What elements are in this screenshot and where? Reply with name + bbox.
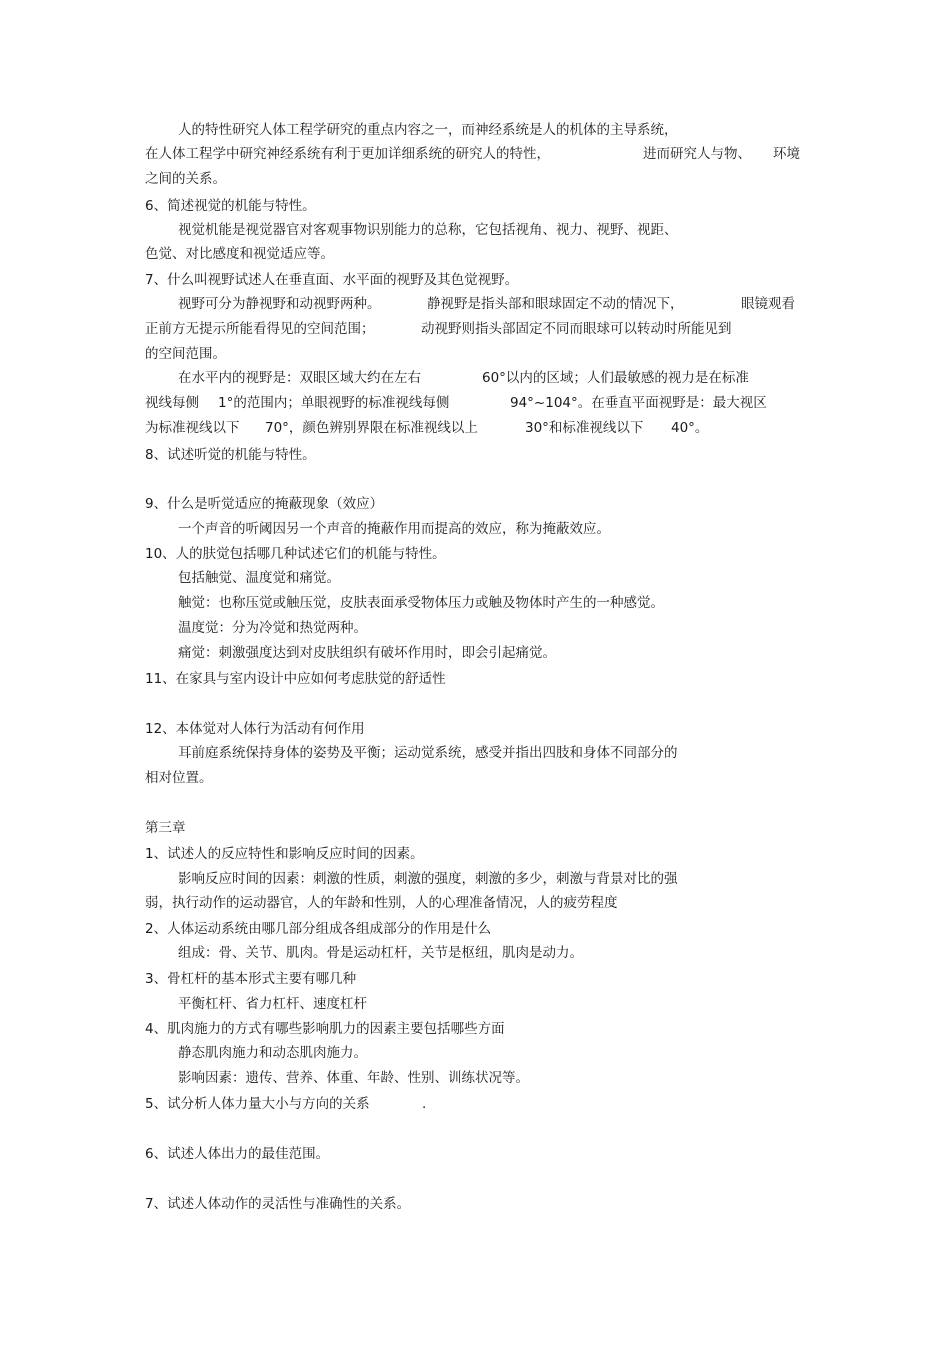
- answer-7-line-1a: 视野可分为静视野和动视野两种。: [178, 296, 381, 312]
- question-12: 12、本体觉对人体行为活动有何作用: [145, 721, 365, 737]
- ch3-question-1: 1、试述人的反应特性和影响反应时间的因素。: [145, 846, 424, 862]
- answer-10-line-2: 触觉：也称压觉或触压觉，皮肤表面承受物体压力或触及物体时产生的一种感觉。: [178, 595, 664, 611]
- answer-10-line-1: 包括触觉、温度觉和痛觉。: [178, 570, 340, 586]
- answer-10-line-3: 温度觉：分为冷觉和热觉两种。: [178, 620, 367, 636]
- ch3-answer-2: 组成：骨、关节、肌肉。骨是运动杠杆，关节是枢纽，肌肉是动力。: [178, 945, 583, 961]
- question-7: 7、什么叫视野试述人在垂直面、水平面的视野及其色觉视野。: [145, 272, 519, 288]
- answer-12-line-1: 耳前庭系统保持身体的姿势及平衡；运动觉系统，感受并指出四肢和身体不同部分的: [178, 745, 678, 761]
- paragraph-intro-line-2c: 环境: [773, 146, 800, 162]
- ch3-answer-3: 平衡杠杆、省力杠杆、速度杠杆: [178, 996, 367, 1012]
- answer-12-line-2: 相对位置。: [145, 770, 213, 786]
- answer-7-line-2a: 正前方无提示所能看得见的空间范围；: [145, 321, 375, 337]
- paragraph-intro-line-2: 在人体工程学中研究神经系统有利于更加详细系统的研究人的特性，: [145, 146, 550, 162]
- answer-7-line-4b: 60°以内的区域；人们最敏感的视力是在标准: [482, 370, 749, 386]
- ch3-question-3: 3、骨杠杆的基本形式主要有哪几种: [145, 971, 357, 987]
- ch3-question-5: 5、试分析人体力量大小与方向的关系: [145, 1096, 370, 1112]
- ch3-question-4: 4、肌肉施力的方式有哪些影响肌力的因素主要包括哪些方面: [145, 1021, 505, 1037]
- answer-7-line-6b: 70°，颜色辨别界限在标准视线以上: [265, 420, 478, 436]
- answer-7-line-5c: 94°~104°。在垂直平面视野是：最大视区: [510, 395, 767, 411]
- answer-9: 一个声音的听阈因另一个声音的掩蔽作用而提高的效应，称为掩蔽效应。: [178, 521, 610, 537]
- paragraph-intro-line-3: 之间的关系。: [145, 171, 226, 187]
- ch3-answer-4-line-1: 静态肌肉施力和动态肌肉施力。: [178, 1045, 367, 1061]
- paragraph-intro-line-2b: 进而研究人与物、: [643, 146, 751, 162]
- ch3-question-2: 2、人体运动系统由哪几部分组成各组成部分的作用是什么: [145, 921, 492, 937]
- answer-7-line-6c: 30°和标准视线以下: [525, 420, 644, 436]
- ch3-answer-4-line-2: 影响因素：遗传、营养、体重、年龄、性别、训练状况等。: [178, 1070, 529, 1086]
- ch3-question-6: 6、试述人体出力的最佳范围。: [145, 1146, 330, 1162]
- question-10: 10、人的肤觉包括哪几种试述它们的机能与特性。: [145, 546, 446, 562]
- ch3-answer-1-line-2: 弱，执行动作的运动器官，人的年龄和性别，人的心理准备情况，人的疲劳程度: [145, 895, 618, 911]
- question-11: 11、在家具与室内设计中应如何考虑肤觉的舒适性: [145, 671, 446, 687]
- ch3-answer-1-line-1: 影响反应时间的因素：刺激的性质，刺激的强度，刺激的多少，刺激与背景对比的强: [178, 871, 678, 887]
- answer-7-line-6a: 为标准视线以下: [145, 420, 240, 436]
- question-8: 8、试述听觉的机能与特性。: [145, 447, 316, 463]
- answer-7-line-1c: 眼镜观看: [741, 296, 795, 312]
- answer-7-line-4a: 在水平内的视野是：双眼区域大约在左右: [178, 370, 421, 386]
- answer-7-line-5b: 1°的范围内；单眼视野的标准视线每侧: [218, 395, 450, 411]
- answer-10-line-4: 痛觉：刺激强度达到对皮肤组织有破坏作用时，即会引起痛觉。: [178, 645, 556, 661]
- question-9: 9、什么是听觉适应的掩蔽现象（效应）: [145, 496, 384, 512]
- chapter-heading: 第三章: [145, 820, 186, 836]
- question-6: 6、简述视觉的机能与特性。: [145, 198, 316, 214]
- answer-6-line-1: 视觉机能是视觉器官对客观事物识别能力的总称，它包括视角、视力、视野、视距、: [178, 222, 678, 238]
- paragraph-intro-line-1: 人的特性研究人体工程学研究的重点内容之一，而神经系统是人的机体的主导系统，: [178, 122, 678, 138]
- answer-6-line-2: 色觉、对比感度和视觉适应等。: [145, 246, 334, 262]
- answer-7-line-3: 的空间范围。: [145, 346, 226, 362]
- answer-7-line-6d: 40°。: [671, 420, 709, 436]
- answer-7-line-1b: 静视野是指头部和眼球固定不动的情况下，: [427, 296, 684, 312]
- ch3-question-5-period: .: [422, 1096, 427, 1112]
- answer-7-line-2b: 动视野则指头部固定不同而眼球可以转动时所能见到: [421, 321, 732, 337]
- answer-7-line-5a: 视线每侧: [145, 395, 199, 411]
- ch3-question-7: 7、试述人体动作的灵活性与准确性的关系。: [145, 1196, 411, 1212]
